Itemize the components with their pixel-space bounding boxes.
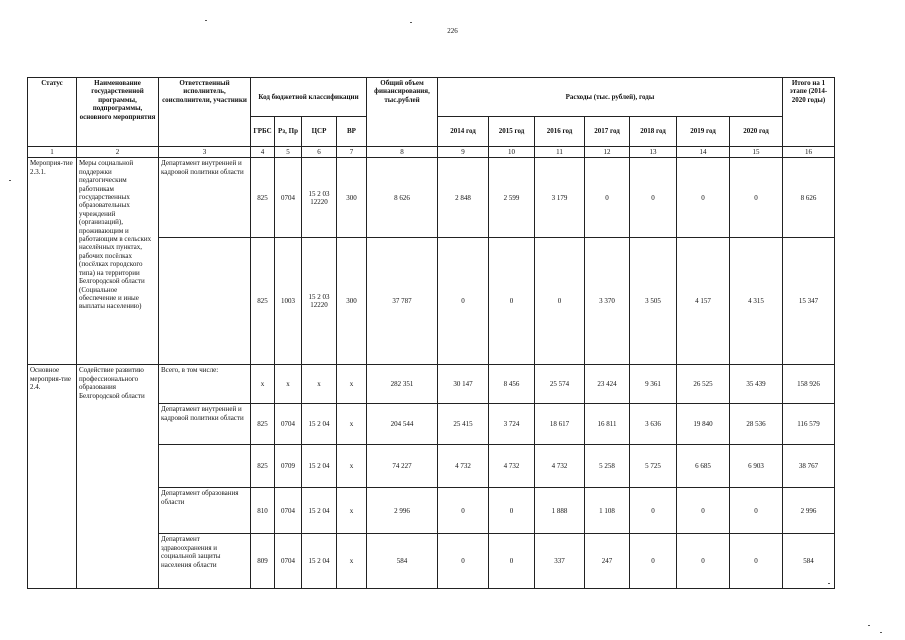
column-number: 12 <box>585 147 630 158</box>
vr-cell: x <box>337 534 367 589</box>
year-cell: 337 <box>535 534 585 589</box>
year-cell: 5 258 <box>585 445 630 488</box>
column-number: 10 <box>489 147 535 158</box>
year-cell: 2 848 <box>438 158 489 238</box>
year-cell: 0 <box>630 534 677 589</box>
header-csr: ЦСР <box>302 117 337 147</box>
page-number: 226 <box>447 27 458 35</box>
scan-speck <box>880 632 882 633</box>
rzpr-cell: 0704 <box>275 404 302 445</box>
grbs-cell: 810 <box>251 488 275 534</box>
year-cell: 16 811 <box>585 404 630 445</box>
responsible-cell <box>159 445 251 488</box>
header-status: Статус <box>28 78 77 147</box>
year-cell: 4 732 <box>489 445 535 488</box>
rzpr-cell: 0704 <box>275 488 302 534</box>
year-cell: 0 <box>438 238 489 365</box>
year-cell: 26 525 <box>677 365 730 404</box>
year-cell: 9 361 <box>630 365 677 404</box>
vr-cell: x <box>337 445 367 488</box>
year-cell: 2 599 <box>489 158 535 238</box>
header-grbs: ГРБС <box>251 117 275 147</box>
year-cell: 0 <box>630 488 677 534</box>
status-cell: Основное мероприя-тие 2.4. <box>28 365 77 589</box>
vr-cell: x <box>337 404 367 445</box>
header-rzpr: Рз, Пр <box>275 117 302 147</box>
scan-speck <box>9 180 11 181</box>
responsible-cell: Департамент образования области <box>159 488 251 534</box>
year-cell: 6 685 <box>677 445 730 488</box>
rzpr-cell: 0704 <box>275 534 302 589</box>
year-cell: 19 840 <box>677 404 730 445</box>
stage-total-cell: 2 996 <box>783 488 835 534</box>
header-budget-code: Код бюджетной классификации <box>251 78 367 117</box>
responsible-cell: Департамент внутренней и кадровой политики области <box>159 404 251 445</box>
year-cell: 247 <box>585 534 630 589</box>
header-year: 2019 год <box>677 117 730 147</box>
grbs-cell: 809 <box>251 534 275 589</box>
scan-speck <box>410 22 412 23</box>
grbs-cell: 825 <box>251 445 275 488</box>
year-cell: 4 732 <box>438 445 489 488</box>
year-cell: 1 888 <box>535 488 585 534</box>
total-cell: 2 996 <box>367 488 438 534</box>
table-row <box>28 365 835 404</box>
year-cell: 0 <box>677 158 730 238</box>
year-cell: 28 536 <box>730 404 783 445</box>
responsible-cell <box>159 238 251 365</box>
column-number: 2 <box>77 147 159 158</box>
vr-cell: 300 <box>337 158 367 238</box>
column-number: 14 <box>677 147 730 158</box>
name-cell: Меры социальной поддержки педагогическим работникам государственных образовательных учреждений (организаций), проживающим и работающим в сельских населённых пунктах, рабочих посёлках (посёлках городского типа) на территории Белгородской области (Социальное обеспечение и иные выплаты населению) <box>77 158 159 365</box>
csr-cell: 15 2 04 <box>302 445 337 488</box>
header-year: 2017 год <box>585 117 630 147</box>
column-number: 15 <box>730 147 783 158</box>
stage-total-cell: 15 347 <box>783 238 835 365</box>
responsible-cell: Департамент здравоохранения и социальной защиты населения области <box>159 534 251 589</box>
responsible-cell: Департамент внутренней и кадровой политики области <box>159 158 251 238</box>
csr-cell: 15 2 04 <box>302 534 337 589</box>
csr-cell: x <box>302 365 337 404</box>
grbs-cell: 825 <box>251 158 275 238</box>
year-cell: 25 415 <box>438 404 489 445</box>
year-cell: 18 617 <box>535 404 585 445</box>
year-cell: 3 724 <box>489 404 535 445</box>
year-cell: 0 <box>438 534 489 589</box>
year-cell: 3 505 <box>630 238 677 365</box>
header-row-1 <box>28 78 835 117</box>
year-cell: 0 <box>677 534 730 589</box>
rzpr-cell: 1003 <box>275 238 302 365</box>
year-cell: 0 <box>585 158 630 238</box>
year-cell: 0 <box>489 534 535 589</box>
column-number: 8 <box>367 147 438 158</box>
scan-speck <box>205 20 207 21</box>
stage-total-cell: 584 <box>783 534 835 589</box>
name-cell: Содействие развитию профессионального образования Белгородской области <box>77 365 159 589</box>
year-cell: 0 <box>730 534 783 589</box>
total-cell: 37 787 <box>367 238 438 365</box>
grbs-cell: 825 <box>251 404 275 445</box>
header-year: 2014 год <box>438 117 489 147</box>
vr-cell: 300 <box>337 238 367 365</box>
column-number: 16 <box>783 147 835 158</box>
year-cell: 25 574 <box>535 365 585 404</box>
vr-cell: x <box>337 365 367 404</box>
year-cell: 3 370 <box>585 238 630 365</box>
grbs-cell: x <box>251 365 275 404</box>
year-cell: 1 108 <box>585 488 630 534</box>
header-year: 2018 год <box>630 117 677 147</box>
year-cell: 4 732 <box>535 445 585 488</box>
header-total-stage: Итого на 1 этапе (2014-2020 годы) <box>783 78 835 147</box>
column-number: 9 <box>438 147 489 158</box>
total-cell: 8 626 <box>367 158 438 238</box>
column-number: 6 <box>302 147 337 158</box>
header-vr: ВР <box>337 117 367 147</box>
year-cell: 0 <box>489 238 535 365</box>
year-cell: 8 456 <box>489 365 535 404</box>
year-cell: 0 <box>438 488 489 534</box>
column-number: 3 <box>159 147 251 158</box>
year-cell: 30 147 <box>438 365 489 404</box>
column-number: 1 <box>28 147 77 158</box>
stage-total-cell: 8 626 <box>783 158 835 238</box>
header-year: 2015 год <box>489 117 535 147</box>
year-cell: 0 <box>535 238 585 365</box>
header-name: Наименование государственной программы, подпрограммы, основного мероприятия <box>77 78 159 147</box>
header-year: 2016 год <box>535 117 585 147</box>
year-cell: 0 <box>630 158 677 238</box>
stage-total-cell: 158 926 <box>783 365 835 404</box>
rzpr-cell: 0704 <box>275 158 302 238</box>
year-cell: 3 179 <box>535 158 585 238</box>
year-cell: 3 636 <box>630 404 677 445</box>
year-cell: 4 157 <box>677 238 730 365</box>
header-responsible: Ответственный исполнитель, соисполнители, участники <box>159 78 251 147</box>
year-cell: 0 <box>677 488 730 534</box>
column-number-row <box>28 147 835 158</box>
year-cell: 23 424 <box>585 365 630 404</box>
column-number: 11 <box>535 147 585 158</box>
csr-cell: 15 2 03 12220 <box>302 158 337 238</box>
year-cell: 4 315 <box>730 238 783 365</box>
year-cell: 6 903 <box>730 445 783 488</box>
header-total-funding: Общий объем финансирования, тыс.рублей <box>367 78 438 147</box>
total-cell: 204 544 <box>367 404 438 445</box>
column-number: 13 <box>630 147 677 158</box>
column-number: 5 <box>275 147 302 158</box>
year-cell: 0 <box>489 488 535 534</box>
header-year: 2020 год <box>730 117 783 147</box>
header-expenses: Расходы (тыс. рублей), годы <box>438 78 783 117</box>
csr-cell: 15 2 04 <box>302 404 337 445</box>
column-number: 7 <box>337 147 367 158</box>
total-cell: 584 <box>367 534 438 589</box>
total-cell: 282 351 <box>367 365 438 404</box>
responsible-cell: Всего, в том числе: <box>159 365 251 404</box>
csr-cell: 15 2 04 <box>302 488 337 534</box>
scan-speck <box>868 625 870 626</box>
rzpr-cell: x <box>275 365 302 404</box>
total-cell: 74 227 <box>367 445 438 488</box>
budget-table <box>27 77 835 589</box>
year-cell: 0 <box>730 488 783 534</box>
scan-speck <box>828 583 830 584</box>
rzpr-cell: 0709 <box>275 445 302 488</box>
table-row <box>28 158 835 238</box>
stage-total-cell: 38 767 <box>783 445 835 488</box>
stage-total-cell: 116 579 <box>783 404 835 445</box>
vr-cell: x <box>337 488 367 534</box>
year-cell: 35 439 <box>730 365 783 404</box>
year-cell: 0 <box>730 158 783 238</box>
column-number: 4 <box>251 147 275 158</box>
csr-cell: 15 2 03 12220 <box>302 238 337 365</box>
status-cell: Мероприя-тие 2.3.1. <box>28 158 77 365</box>
grbs-cell: 825 <box>251 238 275 365</box>
year-cell: 5 725 <box>630 445 677 488</box>
